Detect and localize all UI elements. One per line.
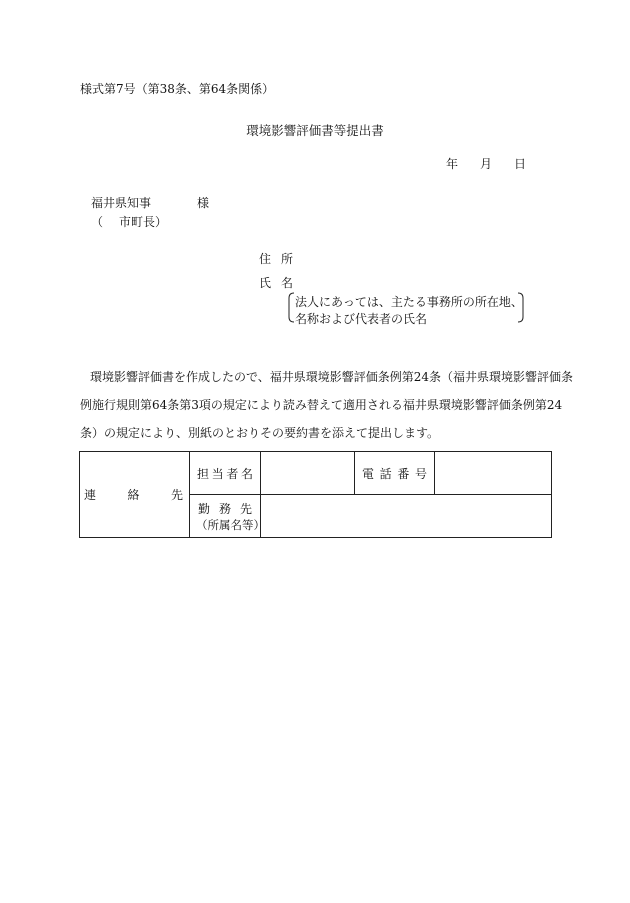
body-text-line-3: 条）の規定により、別紙のとおりその要約書を添えて提出します。	[80, 426, 440, 440]
person-in-charge-label: 担 当 者 名	[197, 466, 253, 481]
honorific-label: 様	[197, 196, 210, 210]
workplace-label-cell	[190, 495, 265, 538]
address-label: 住 所	[259, 252, 294, 266]
phone-label: 電 話 番 号	[362, 466, 427, 481]
phone-label-cell	[355, 452, 435, 495]
corporate-note-line-1: 法人にあっては、主たる事務所の所在地、	[295, 295, 523, 309]
body-text-line-2: 例施行規則第64条第3項の規定により読み替えて適用される福井県環境影響評価条例第24	[80, 398, 563, 412]
mayor-paren: （	[91, 215, 104, 229]
corporate-note-line-2: 名称および代表者の氏名	[295, 312, 428, 326]
workplace-field[interactable]	[261, 495, 552, 538]
date-line	[446, 155, 526, 172]
phone-field[interactable]	[435, 452, 552, 495]
year-label: 年	[446, 157, 459, 171]
person-in-charge-label-cell	[190, 452, 261, 495]
month-label: 月	[480, 157, 493, 171]
addressee-mayor	[91, 213, 167, 230]
person-in-charge-field[interactable]	[261, 452, 355, 495]
document-title: 環境影響評価書等提出書	[246, 123, 384, 138]
addressee-governor	[91, 194, 209, 211]
mayor-label: 市町長）	[119, 215, 168, 229]
workplace-sublabel: （所属名等）	[196, 517, 265, 532]
governor-label: 福井県知事	[91, 196, 152, 210]
workplace-label: 勤 務 先 （所属名等）	[196, 501, 265, 532]
body-text-line-1: 環境影響評価書を作成したので、福井県環境影響評価条例第24条（福井県環境影響評価条	[90, 370, 574, 384]
form-number: 様式第7号（第38条、第64条関係）	[80, 82, 275, 96]
day-label: 日	[514, 157, 527, 171]
name-label: 氏 名	[259, 276, 294, 290]
contact-label-cell	[80, 452, 190, 538]
contact-table	[79, 451, 552, 538]
contact-label: 連 絡 先	[84, 488, 183, 502]
